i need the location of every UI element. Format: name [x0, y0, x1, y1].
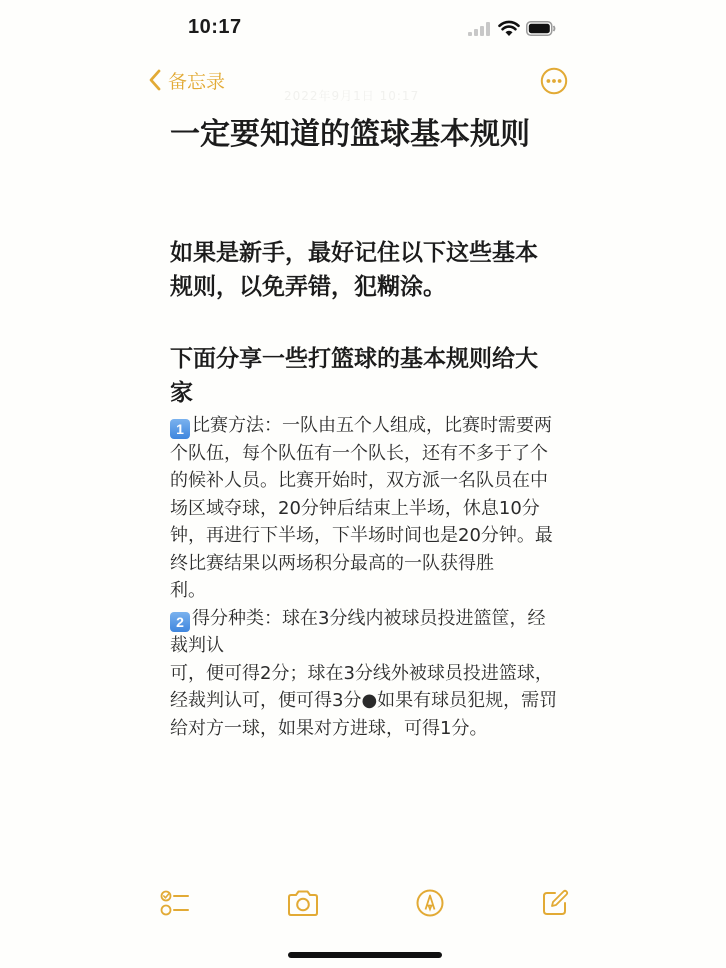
note-paragraph	[170, 412, 560, 577]
section-1-text: 比赛方法：一队由五个人组成，比赛时需要两个队伍，每个队伍有一个队长，还有不多于了个的候补人员。比赛开始时，双方派一名队员在中场区域夺球，20分钟后结束上半场，休息10分钟，再进行下半场，下半场时间也是20分钟。最终比赛结果以两场积分最高的一队获得胜	[170, 415, 553, 574]
keycap-1-icon: 1	[170, 419, 190, 439]
battery-icon	[526, 21, 556, 36]
wifi-icon	[498, 20, 520, 37]
note-date: 2022年9月1日 10:17	[284, 89, 420, 103]
note-title[interactable]: 一定要知道的篮球基本规则	[170, 117, 530, 152]
compose-icon[interactable]	[540, 888, 570, 918]
back-button[interactable]	[148, 66, 225, 94]
signal-icon	[468, 22, 492, 36]
section-2-text: 得分种类：球在3分线内被球员投进篮筐，经裁判认	[170, 607, 546, 656]
back-button-label: 备忘录	[168, 70, 226, 93]
chevron-left-icon	[148, 68, 162, 92]
keycap-2-icon: 2	[170, 612, 190, 632]
note-subheading[interactable]: 下面分享一些打篮球的基本规则给大家	[170, 346, 538, 406]
note-body[interactable]	[170, 412, 560, 742]
ellipsis-circle-icon[interactable]	[540, 67, 568, 95]
checklist-icon[interactable]	[160, 888, 190, 918]
note-paragraph: 可，便可得2分；球在3分线外被球员投进篮球，经裁判认可，便可得3分●如果有球员犯规，需罚给对方一球，如果对方进球，可得1分。	[170, 662, 558, 739]
status-time: 10:17	[188, 16, 242, 38]
camera-icon[interactable]	[286, 888, 320, 918]
note-paragraph	[170, 605, 560, 660]
pen-circle-icon[interactable]	[415, 888, 445, 918]
note-subheading[interactable]: 如果是新手，最好记住以下这些基本规则，以免弄错，犯糊涂。	[170, 240, 538, 300]
home-indicator[interactable]	[288, 952, 442, 958]
note-paragraph: 利。	[170, 580, 206, 601]
